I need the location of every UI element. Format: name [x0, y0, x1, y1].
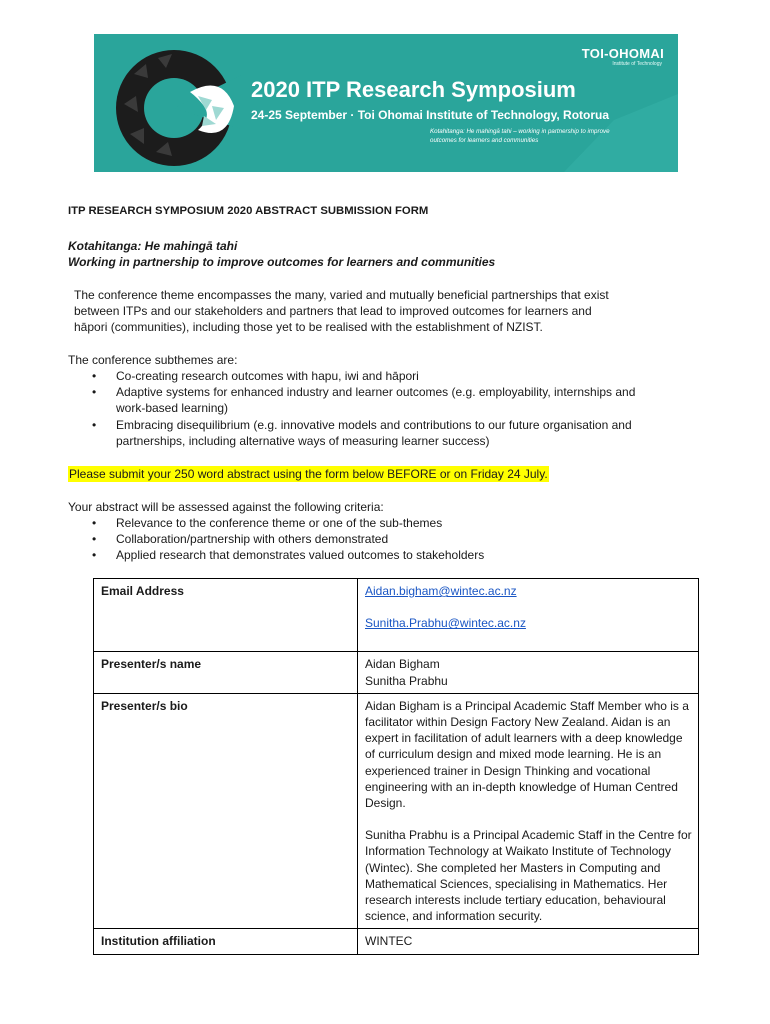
brand-subtitle: Institute of Technology [612, 61, 662, 67]
subthemes-list [68, 368, 668, 449]
banner-dates: 24-25 September · Toi Ohomai Institute of Technology, Rotorua [251, 108, 610, 122]
email-link-2[interactable]: Sunitha.Prabhu@wintec.ac.nz [365, 616, 526, 631]
bio-paragraph: Sunitha Prabhu is a Principal Academic Staff in the Centre for Information Technology at Waikato Institute of Technology (Wintec). She completed her Masters in Computing and Mathematical Sciences, specialising in Mathematics. Her research interests include tertiary education, behavioural science, and information security. [365, 828, 692, 924]
presenter-label: Presenter/s name [94, 652, 358, 693]
table-row [94, 579, 699, 652]
subthemes-heading: The conference subthemes are: [68, 353, 238, 367]
table-row [94, 929, 699, 954]
table-row [94, 652, 699, 693]
list-item: • Embracing disequilibrium (e.g. innovative models and contributions to our future organisation and partnerships, including alternative ways of measuring learner success) [68, 417, 668, 449]
list-item: • Adaptive systems for enhanced industry and learner outcomes (e.g. employability, internships and work-based learning) [68, 384, 668, 416]
list-item: • Relevance to the conference theme or one of the sub-themes [68, 515, 668, 531]
banner-title: 2020 ITP Research Symposium [251, 77, 576, 102]
intro-paragraph [74, 287, 694, 336]
table-row [94, 693, 699, 929]
list-item: • Applied research that demonstrates valued outcomes to stakeholders [68, 547, 668, 563]
intro-line: hāpori (communities), including those yet to be realised with the establishment of NZIST. [74, 320, 543, 335]
banner-tagline: Kotahitanga: He mahingā tahi – working in partnership to improve outcomes for learners and communities [430, 128, 610, 144]
criteria-list [68, 515, 668, 564]
criteria-heading: Your abstract will be assessed against the following criteria: [68, 500, 384, 514]
email-link-1[interactable]: Aidan.bigham@wintec.ac.nz [365, 584, 517, 598]
email-label: Email Address [94, 579, 358, 652]
institution-value: WINTEC [358, 929, 699, 954]
bio-cell [358, 693, 699, 929]
theme-line-1: Kotahitanga: He mahingā tahi [68, 239, 238, 253]
form-title: ITP RESEARCH SYMPOSIUM 2020 ABSTRACT SUBMISSION FORM [68, 205, 429, 217]
institution-label: Institution affiliation [94, 929, 358, 954]
list-item: • Collaboration/partnership with others demonstrated [68, 531, 668, 547]
intro-line: The conference theme encompasses the many, varied and mutually beneficial partnerships that exist [74, 288, 609, 302]
brand-logo: TOI-OHOMAI [581, 46, 664, 61]
presenter-cell [358, 652, 699, 693]
deadline-notice: Please submit your 250 word abstract using the form below BEFORE or on Friday 24 July. [69, 467, 548, 481]
symposium-banner [94, 34, 678, 172]
presenter-name: Sunitha Prabhu [365, 673, 448, 688]
submission-table [93, 578, 699, 955]
bio-paragraph: Aidan Bigham is a Principal Academic Staff Member who is a facilitator within Design Factory New Zealand. Aidan is an expert in facilitation of adult learners with a deep knowledge of curriculum design and mixed mode learning. He is an experienced trainer in Design Thinking and vocational engineering with an in-depth knowledge of Human Centred Design. [365, 698, 689, 811]
theme-line-2: Working in partnership to improve outcomes for learners and communities [68, 255, 496, 269]
email-cell [358, 579, 699, 652]
bio-label: Presenter/s bio [94, 693, 358, 929]
list-item: • Co-creating research outcomes with hapu, iwi and hāpori [68, 368, 668, 384]
intro-line: between ITPs and our stakeholders and partners that lead to improved outcomes for learners and [74, 304, 592, 319]
presenter-name: Aidan Bigham [365, 657, 440, 672]
